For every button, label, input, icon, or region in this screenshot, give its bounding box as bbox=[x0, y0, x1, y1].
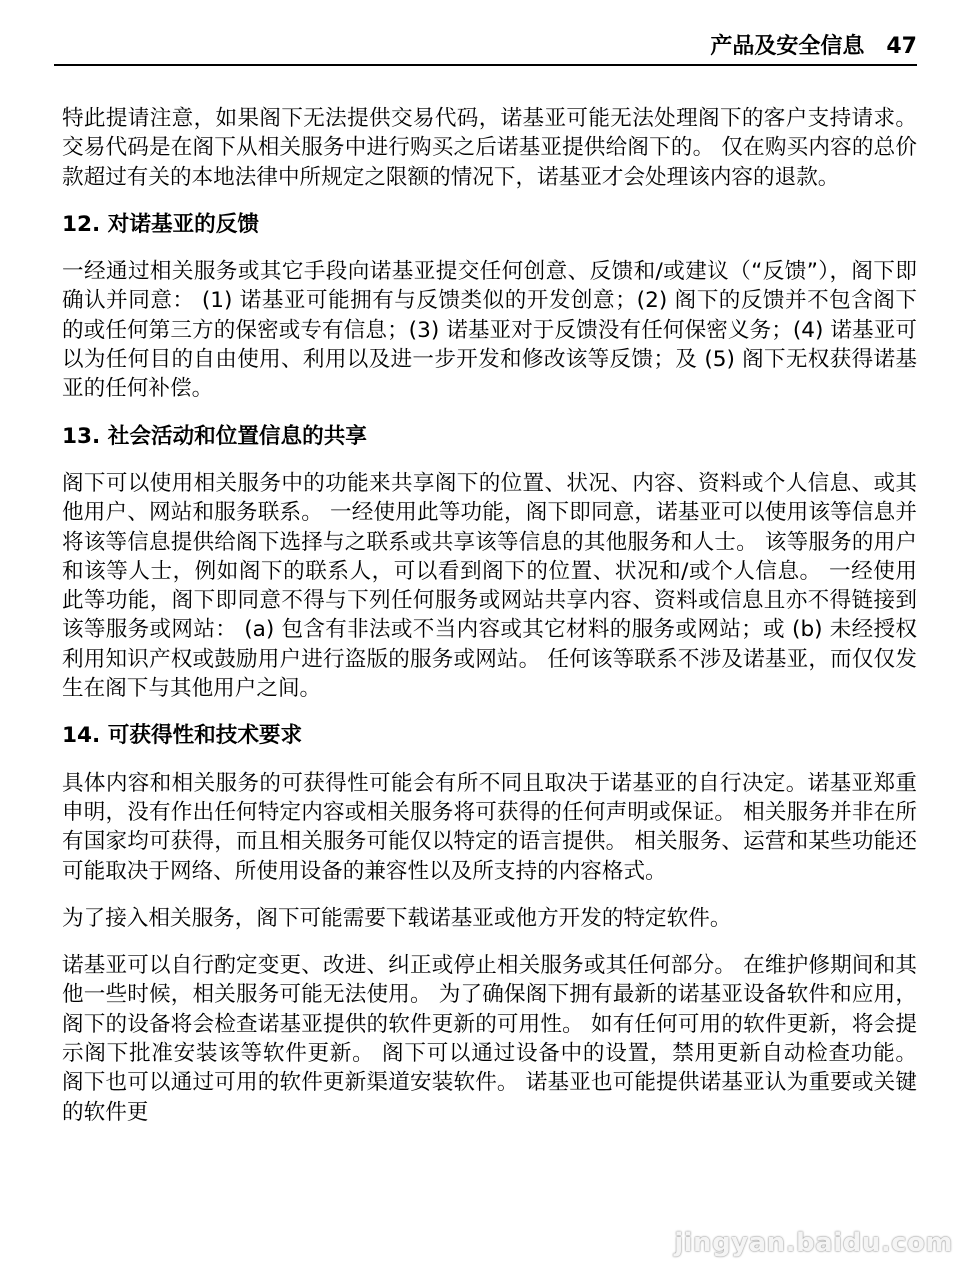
page-header bbox=[54, 30, 917, 66]
watermark: jingyan.baidu.com bbox=[674, 1228, 953, 1258]
paragraph: 特此提请注意，如果阁下无法提供交易代码，诺基亚可能无法处理阁下的客户支持请求。交易代码是在阁下从相关服务中进行购买之后诺基亚提供给阁下的。 仅在购买内容的总价款超过有关的本地法律中所规定之限额的情况下，诺基亚才会处理该内容的退款。 bbox=[62, 106, 917, 190]
header-title: 产品及安全信息 bbox=[710, 34, 865, 59]
page-number: 47 bbox=[886, 34, 917, 59]
paragraph: 具体内容和相关服务的可获得性可能会有所不同且取决于诺基亚的自行决定。诺基亚郑重申明，没有作出任何特定内容或相关服务将可获得的任何声明或保证。 相关服务并非在所有国家均可获得，而且相关服务可能仅以特定的语言提供。 相关服务、运营和某些功能还可能取决于网络、所使用设备的兼容性以及所支持的内容格式。 bbox=[62, 770, 917, 884]
section-heading-12: 12. 对诺基亚的反馈 bbox=[62, 211, 259, 237]
section-heading-14: 14. 可获得性和技术要求 bbox=[62, 723, 303, 749]
paragraph: 为了接入相关服务，阁下可能需要下载诺基亚或他方开发的特定软件。 bbox=[62, 905, 732, 931]
paragraph: 一经通过相关服务或其它手段向诺基亚提交任何创意、反馈和/或建议（“反馈”），阁下即确认并同意： (1) 诺基亚可能拥有与反馈类似的开发创意；(2) 阁下的反馈并不包含阁下的或任何第三方的保密或专有信息；(3) 诺基亚对于反馈没有任何保密义务；(4) 诺基亚可以为任何目的自由使用、利用以及进一步开发和修改该等反馈；及 (5) 阁下无权获得诺基亚的任何补偿。 bbox=[62, 259, 917, 402]
paragraph: 阁下可以使用相关服务中的功能来共享阁下的位置、状况、内容、资料或个人信息、或其他用户、网站和服务联系。 一经使用此等功能，阁下即同意，诺基亚可以使用该等信息并将该等信息提供给阁下选择与之联系或共享该等信息的其他服务和人士。 该等服务的用户和该等人士，例如阁下的联系人，可以看到阁下的位置、状况和/或个人信息。 一经使用此等功能，阁下即同意不得与下列任何服务或网站共享内容、资料或信息且亦不得链接到该等服务或网站： (a) 包含有非法或不当内容或其它材料的服务或网站；或 (b) 未经授权利用知识产权或鼓励用户进行盗版的服务或网站。 任何该等联系不涉及诺基亚，而仅仅发生在阁下与其他用户之间。 bbox=[62, 470, 917, 702]
document-body bbox=[62, 104, 917, 1145]
section-heading-13: 13. 社会活动和位置信息的共享 bbox=[62, 423, 367, 449]
paragraph: 诺基亚可以自行酌定变更、改进、纠正或停止相关服务或其任何部分。 在维护修期间和其他一些时候，相关服务可能无法使用。 为了确保阁下拥有最新的诺基亚设备软件和应用，阁下的设备将会检查诺基亚提供的软件更新的可用性。 如有任何可用的软件更新，将会提示阁下批准安装该等软件更新。 阁下可以通过设备中的设置，禁用更新自动检查功能。 阁下也可以通过可用的软件更新渠道安装软件。 诺基亚也可能提供诺基亚认为重要或关键的软件更 bbox=[62, 953, 917, 1125]
